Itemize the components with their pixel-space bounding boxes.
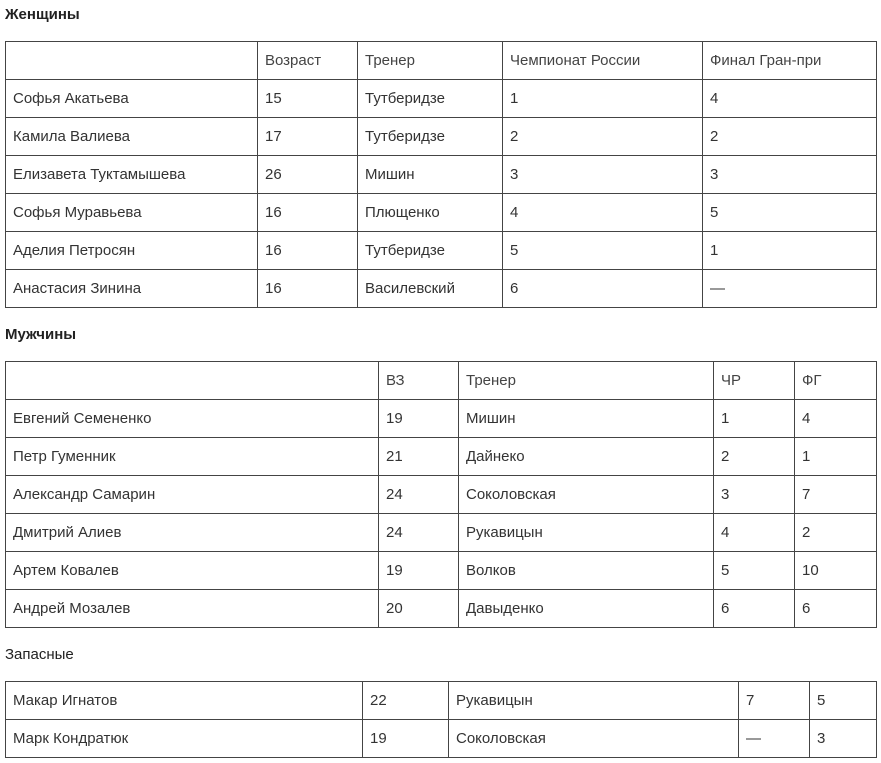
athlete-age: 16 xyxy=(258,270,358,308)
athlete-age: 19 xyxy=(379,400,459,438)
athlete-age: 19 xyxy=(363,720,449,758)
athlete-age: 26 xyxy=(258,156,358,194)
athlete-name: Аделия Петросян xyxy=(6,232,258,270)
grand-prix-place: 5 xyxy=(810,682,877,720)
grand-prix-place: 1 xyxy=(703,232,877,270)
grand-prix-place: 2 xyxy=(703,118,877,156)
header-cell-age: ВЗ xyxy=(379,362,459,400)
athlete-name: Камила Валиева xyxy=(6,118,258,156)
athlete-age: 15 xyxy=(258,80,358,118)
championship-place: 3 xyxy=(714,476,795,514)
athlete-coach: Соколовская xyxy=(449,720,739,758)
table-row xyxy=(6,476,877,514)
table-row xyxy=(6,194,877,232)
header-cell-age: Возраст xyxy=(258,42,358,80)
athlete-coach: Плющенко xyxy=(358,194,503,232)
championship-place: 1 xyxy=(714,400,795,438)
header-cell xyxy=(6,362,379,400)
athlete-age: 22 xyxy=(363,682,449,720)
championship-place: 4 xyxy=(714,514,795,552)
athlete-age: 16 xyxy=(258,232,358,270)
championship-place: — xyxy=(739,720,810,758)
header-cell-russian-championship: ЧР xyxy=(714,362,795,400)
reserves-heading: Запасные xyxy=(5,646,74,663)
athlete-age: 16 xyxy=(258,194,358,232)
table-row xyxy=(6,400,877,438)
athlete-age: 17 xyxy=(258,118,358,156)
grand-prix-place: 3 xyxy=(810,720,877,758)
header-cell-grand-prix-final: Финал Гран-при xyxy=(703,42,877,80)
athlete-age: 20 xyxy=(379,590,459,628)
championship-place: 3 xyxy=(503,156,703,194)
athlete-age: 24 xyxy=(379,476,459,514)
athlete-name: Макар Игнатов xyxy=(6,682,363,720)
men-heading: Мужчины xyxy=(5,326,77,343)
athlete-coach: Тутберидзе xyxy=(358,232,503,270)
athlete-name: Марк Кондратюк xyxy=(6,720,363,758)
table-row xyxy=(6,118,877,156)
grand-prix-place: 3 xyxy=(703,156,877,194)
athlete-name: Анастасия Зинина xyxy=(6,270,258,308)
women-table xyxy=(5,41,877,308)
grand-prix-place: — xyxy=(703,270,877,308)
men-table xyxy=(5,361,877,628)
table-row xyxy=(6,552,877,590)
championship-place: 4 xyxy=(503,194,703,232)
athlete-age: 24 xyxy=(379,514,459,552)
table-row xyxy=(6,232,877,270)
athlete-name: Петр Гуменник xyxy=(6,438,379,476)
athlete-name: Софья Муравьева xyxy=(6,194,258,232)
grand-prix-place: 7 xyxy=(795,476,877,514)
grand-prix-place: 6 xyxy=(795,590,877,628)
table-row xyxy=(6,438,877,476)
athlete-name: Дмитрий Алиев xyxy=(6,514,379,552)
table-header-row xyxy=(6,42,877,80)
grand-prix-place: 5 xyxy=(703,194,877,232)
championship-place: 6 xyxy=(503,270,703,308)
header-cell xyxy=(6,42,258,80)
header-cell-coach: Тренер xyxy=(459,362,714,400)
athlete-coach: Волков xyxy=(459,552,714,590)
table-row xyxy=(6,80,877,118)
header-cell-russian-championship: Чемпионат России xyxy=(503,42,703,80)
championship-place: 2 xyxy=(714,438,795,476)
athlete-name: Евгений Семененко xyxy=(6,400,379,438)
table-row xyxy=(6,156,877,194)
grand-prix-place: 1 xyxy=(795,438,877,476)
athlete-name: Андрей Мозалев xyxy=(6,590,379,628)
header-cell-grand-prix-final: ФГ xyxy=(795,362,877,400)
grand-prix-place: 4 xyxy=(795,400,877,438)
championship-place: 2 xyxy=(503,118,703,156)
header-cell-coach: Тренер xyxy=(358,42,503,80)
athlete-coach: Мишин xyxy=(459,400,714,438)
athlete-name: Софья Акатьева xyxy=(6,80,258,118)
athlete-age: 19 xyxy=(379,552,459,590)
grand-prix-place: 4 xyxy=(703,80,877,118)
table-row xyxy=(6,514,877,552)
athlete-coach: Рукавицын xyxy=(449,682,739,720)
athlete-coach: Рукавицын xyxy=(459,514,714,552)
athlete-coach: Тутберидзе xyxy=(358,80,503,118)
athlete-coach: Давыденко xyxy=(459,590,714,628)
table-row xyxy=(6,720,877,758)
table-row xyxy=(6,590,877,628)
athlete-name: Елизавета Туктамышева xyxy=(6,156,258,194)
athlete-coach: Соколовская xyxy=(459,476,714,514)
championship-place: 6 xyxy=(714,590,795,628)
reserves-table xyxy=(5,681,877,758)
grand-prix-place: 2 xyxy=(795,514,877,552)
athlete-coach: Мишин xyxy=(358,156,503,194)
championship-place: 5 xyxy=(503,232,703,270)
athlete-name: Артем Ковалев xyxy=(6,552,379,590)
grand-prix-place: 10 xyxy=(795,552,877,590)
athlete-age: 21 xyxy=(379,438,459,476)
athlete-coach: Василевский xyxy=(358,270,503,308)
championship-place: 1 xyxy=(503,80,703,118)
table-header-row xyxy=(6,362,877,400)
athlete-name: Александр Самарин xyxy=(6,476,379,514)
athlete-coach: Тутберидзе xyxy=(358,118,503,156)
women-heading: Женщины xyxy=(5,6,80,23)
athlete-coach: Дайнеко xyxy=(459,438,714,476)
championship-place: 5 xyxy=(714,552,795,590)
championship-place: 7 xyxy=(739,682,810,720)
table-row xyxy=(6,270,877,308)
table-row xyxy=(6,682,877,720)
